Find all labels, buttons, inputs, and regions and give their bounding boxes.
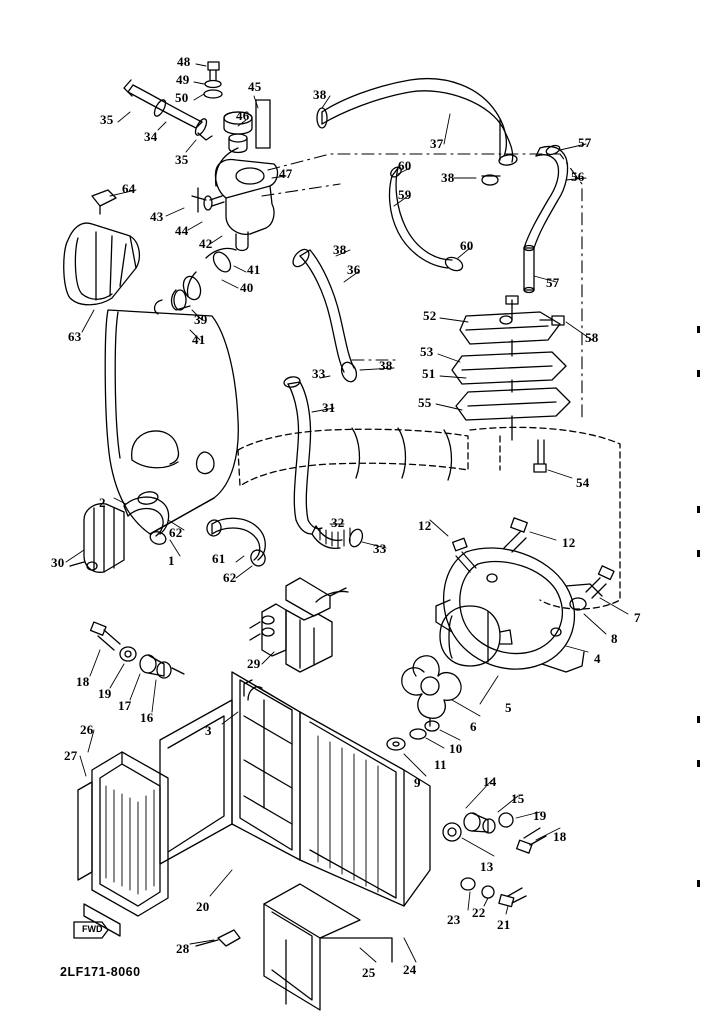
callout-24: 24 (403, 962, 417, 977)
callout-10: 10 (449, 741, 463, 756)
callout-55: 55 (418, 395, 432, 410)
callout-38b: 38 (333, 242, 347, 257)
callout-39: 39 (194, 312, 208, 327)
callout-34: 34 (144, 129, 158, 144)
callout-61: 61 (212, 551, 226, 566)
callout-44: 44 (175, 223, 189, 238)
callout-60: 60 (398, 158, 412, 173)
callout-52: 52 (423, 308, 437, 323)
callout-3: 3 (205, 723, 212, 738)
callout-27: 27 (64, 748, 78, 763)
callout-60b: 60 (460, 238, 474, 253)
callout-23: 23 (447, 912, 461, 927)
callout-12: 12 (418, 518, 432, 533)
callout-53: 53 (420, 344, 434, 359)
callout-41: 41 (247, 262, 261, 277)
drawing-number: 2LF171-8060 (60, 965, 141, 979)
callout-12b: 12 (562, 535, 576, 550)
callout-41b: 41 (192, 332, 206, 347)
callout-20: 20 (196, 899, 210, 914)
callout-45: 45 (248, 79, 262, 94)
fwd-direction-label: FWD (82, 924, 103, 934)
callout-15: 15 (511, 791, 525, 806)
callout-46: 46 (236, 108, 250, 123)
registration-mark (697, 326, 700, 333)
callout-47: 47 (279, 166, 293, 181)
callout-64: 64 (122, 181, 136, 196)
callout-54: 54 (576, 475, 590, 490)
callout-35: 35 (100, 112, 114, 127)
callout-33b: 33 (373, 541, 387, 556)
callout-19b: 19 (533, 808, 547, 823)
callout-4: 4 (594, 651, 601, 666)
callout-31: 31 (322, 400, 336, 415)
registration-mark (697, 506, 700, 513)
callout-62b: 62 (223, 570, 237, 585)
callout-18b: 18 (553, 829, 567, 844)
callout-8: 8 (611, 631, 618, 646)
callout-49: 49 (176, 72, 190, 87)
callout-38c: 38 (379, 358, 393, 373)
callout-50: 50 (175, 90, 189, 105)
callout-1: 1 (168, 553, 175, 568)
callout-42: 42 (199, 236, 213, 251)
callout-33: 33 (312, 366, 326, 381)
registration-mark (697, 370, 700, 377)
registration-mark (697, 880, 700, 887)
callout-43: 43 (150, 209, 164, 224)
callout-36: 36 (347, 262, 361, 277)
callout-59: 59 (398, 187, 412, 202)
callout-56: 56 (571, 169, 585, 184)
callout-32: 32 (331, 515, 345, 530)
callout-35b: 35 (175, 152, 189, 167)
callout-17: 17 (118, 698, 132, 713)
callout-30: 30 (51, 555, 65, 570)
callout-16: 16 (140, 710, 154, 725)
registration-mark (697, 550, 700, 557)
callout-14: 14 (483, 774, 497, 789)
registration-mark (697, 760, 700, 767)
callout-26: 26 (80, 722, 94, 737)
callout-7: 7 (634, 610, 641, 625)
callout-9: 9 (414, 775, 421, 790)
callout-18: 18 (76, 674, 90, 689)
registration-mark (697, 716, 700, 723)
callout-21: 21 (497, 917, 511, 932)
callout-22: 22 (472, 905, 486, 920)
callout-11: 11 (434, 757, 447, 772)
callout-25: 25 (362, 965, 376, 980)
callout-5: 5 (505, 700, 512, 715)
callout-57b: 57 (546, 275, 560, 290)
callout-57: 57 (578, 135, 592, 150)
callout-29: 29 (247, 656, 261, 671)
callout-62: 62 (169, 525, 183, 540)
callout-63: 63 (68, 329, 82, 344)
callout-28: 28 (176, 941, 190, 956)
callout-58: 58 (585, 330, 599, 345)
callout-38: 38 (313, 87, 327, 102)
callout-2: 2 (99, 495, 106, 510)
callout-6: 6 (470, 719, 477, 734)
callout-37: 37 (430, 136, 444, 151)
callout-51: 51 (422, 366, 436, 381)
callout-48: 48 (177, 54, 191, 69)
callout-38d: 38 (441, 170, 455, 185)
callout-40: 40 (240, 280, 254, 295)
callout-19: 19 (98, 686, 112, 701)
callout-13: 13 (480, 859, 494, 874)
